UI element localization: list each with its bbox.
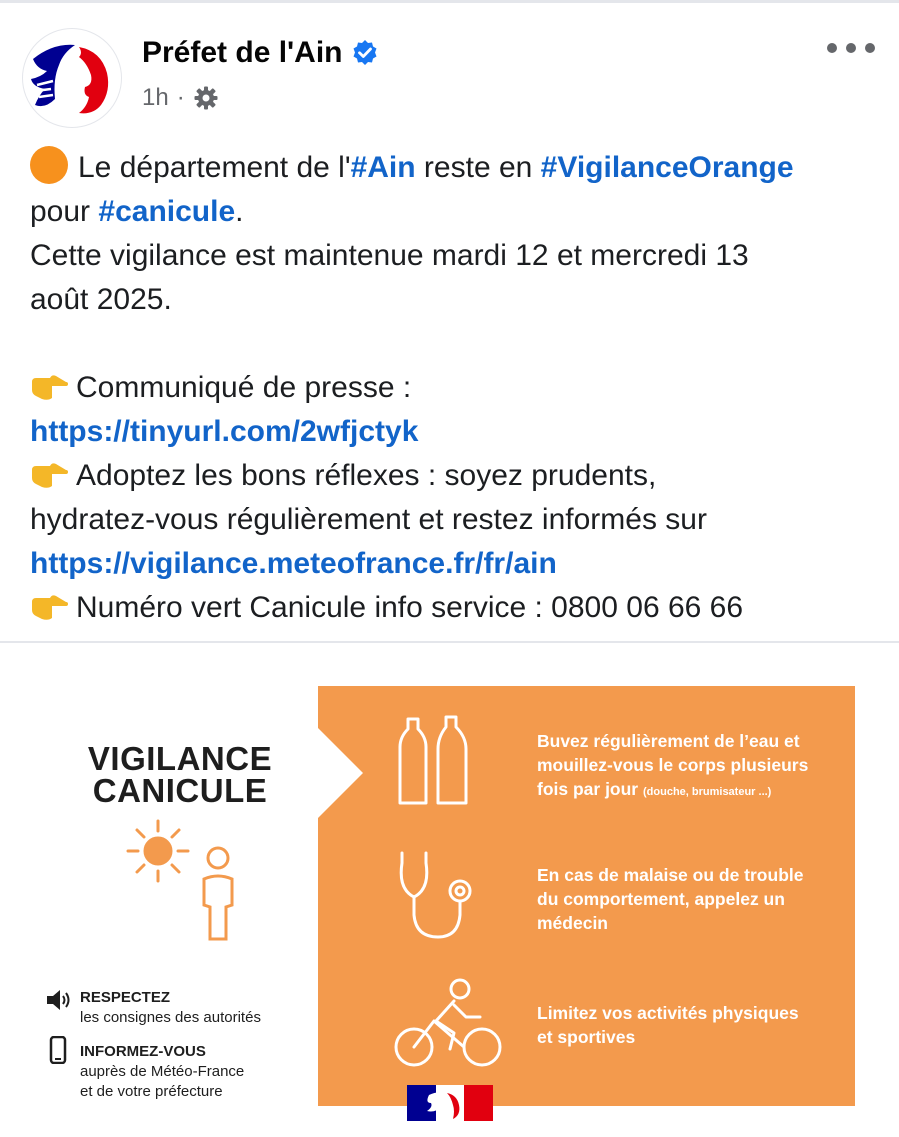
post-line	[30, 410, 880, 454]
marianne-logo-icon	[23, 29, 122, 128]
post-image[interactable]	[0, 643, 899, 1137]
post-line: Communiqué de presse :	[30, 366, 880, 410]
post-line: Numéro vert Canicule info service : 0800 06 66 66	[30, 586, 880, 630]
post-header	[0, 0, 899, 130]
phone-icon	[44, 1036, 72, 1064]
press-release-link[interactable]: https://tinyurl.com/2wfjctyk	[30, 415, 419, 448]
dot-icon	[827, 43, 837, 53]
post-line	[30, 542, 880, 586]
post-line: Adoptez les bons réflexes : soyez prudents,	[30, 454, 880, 498]
blank-line	[30, 322, 880, 366]
pointing-hand-icon	[30, 592, 70, 622]
orange-circle-icon	[30, 146, 68, 184]
post-line: août 2025.	[30, 283, 172, 316]
bullet-informez: INFORMEZ-VOUS auprès de Météo-France et de votre préfecture	[80, 1043, 245, 1100]
speaker-icon	[44, 986, 72, 1014]
author-avatar[interactable]	[22, 28, 122, 128]
stethoscope-icon	[388, 849, 478, 945]
pointing-hand-icon	[30, 372, 70, 402]
sun-person-icon	[120, 813, 250, 943]
panel-arrow	[318, 728, 363, 818]
meteofrance-link[interactable]: https://vigilance.meteofrance.fr/fr/ain	[30, 547, 557, 580]
bullet-respectez: RESPECTEZ les consignes des autorités	[80, 989, 261, 1026]
more-options-button[interactable]	[827, 38, 875, 58]
post-line: Le département de l'#Ain reste en #VigilanceOrange	[30, 146, 880, 190]
post-line: hydratez-vous régulièrement et restez informés sur	[30, 503, 707, 536]
bottles-icon	[396, 715, 472, 807]
cyclist-icon	[394, 977, 504, 1069]
post-body	[30, 146, 880, 630]
tip-activity: Limitez vos activités physiques et sportives	[537, 1003, 799, 1047]
pointing-hand-icon	[30, 460, 70, 490]
meta-separator: ·	[176, 84, 185, 111]
post-time[interactable]: 1h	[142, 84, 169, 111]
gear-icon[interactable]	[193, 85, 219, 111]
author-name[interactable]	[142, 36, 379, 70]
hashtag-canicule[interactable]: #canicule	[98, 195, 236, 228]
marianne-flag-logo-icon	[407, 1085, 493, 1121]
dot-icon	[846, 43, 856, 53]
hashtag-ain[interactable]: #Ain	[350, 151, 416, 184]
dot-icon	[865, 43, 875, 53]
post-meta	[142, 84, 219, 112]
hashtag-vigilance-orange[interactable]: #VigilanceOrange	[540, 151, 794, 184]
verified-badge-icon	[351, 39, 379, 67]
post-line: Cette vigilance est maintenue mardi 12 et mercredi 13	[30, 239, 749, 272]
author-name-text[interactable]: Préfet de l'Ain	[142, 36, 343, 69]
vigilance-title: VIGILANCE CANICULE	[87, 740, 273, 809]
tip-doctor: En cas de malaise ou de trouble du comportement, appelez un médecin	[537, 865, 804, 933]
post-line: pour #canicule.	[30, 195, 244, 228]
tip-hydration: Buvez régulièrement de l’eau et mouillez-vous le corps plusieurs fois par jour (douche, brumisateur ...)	[537, 731, 809, 799]
